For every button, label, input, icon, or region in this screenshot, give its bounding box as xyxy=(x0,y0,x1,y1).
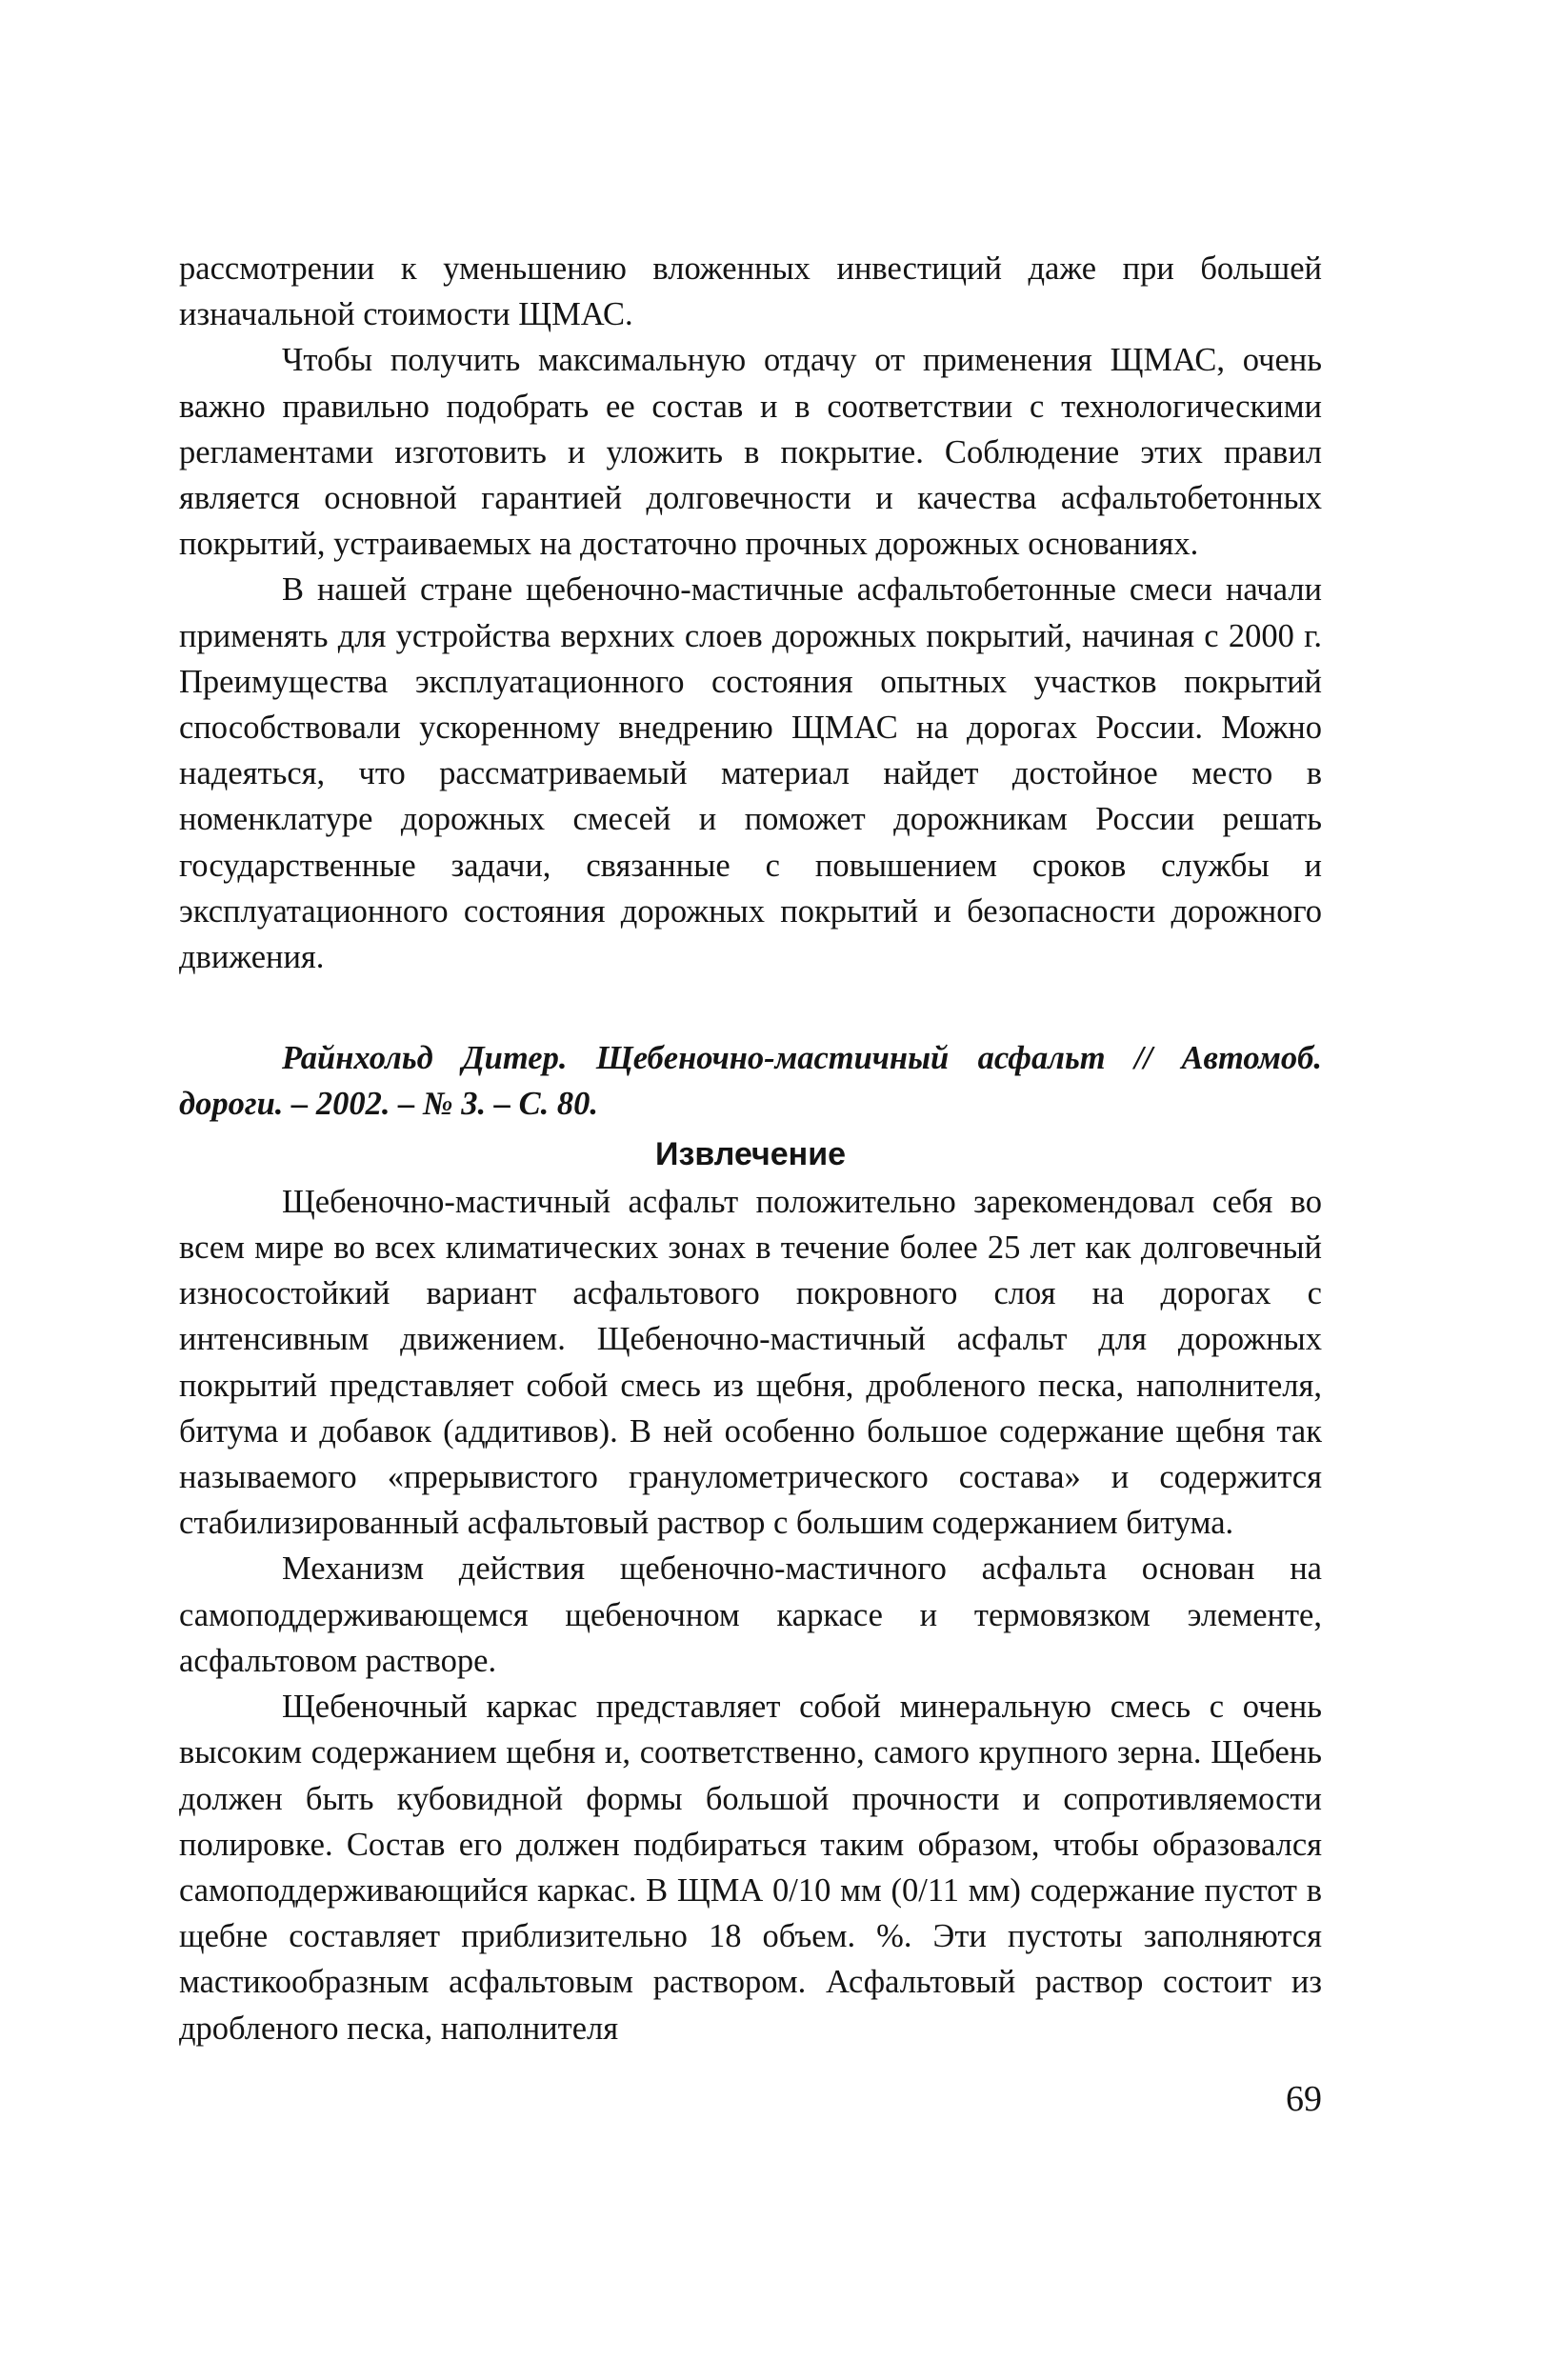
page-body xyxy=(179,246,1322,2051)
paragraph-extract-intro: Щебеночно-мастичный асфальт положительно зарекомендовал себя во всем мире во всех климатических зонах в течение более 25 лет как долговечный износостойкий вариант асфальтового покровного слоя на дорогах с интенсивным движением. Щебеночно-мастичный асфальт для дорожных покрытий представляет собой смесь из щебня, дробленого песка, наполнителя, битума и добавок (аддитивов). В ней особенно большое содержание щебня так называемого «прерывистого гранулометрического состава» и содержится стабилизированный асфальтовый раствор с большим содержанием битума. xyxy=(179,1183,1322,1542)
section-heading: Извлечение xyxy=(655,1135,846,1172)
paragraph-continuation: рассмотрении к уменьшению вложенных инвестиций даже при большей изначальной стоимости ЩМАС. xyxy=(179,250,1322,333)
citation-reference: Райнхольд Дитер. Щебеночно-мастичный асфальт // Автомоб. дороги. – 2002. – № 3. – С. 80. xyxy=(179,1040,1322,1123)
paragraph-extract-mechanism: Механизм действия щебеночно-мастичного асфальта основан на самоподдерживающемся щебеночном каркасе и термовязком элементе, асфальтовом растворе. xyxy=(179,1550,1322,1679)
paragraph-extract-skeleton: Щебеночный каркас представляет собой минеральную смесь с очень высоким содержанием щебня и, соответственно, самого крупного зерна. Щебень должен быть кубовидной формы большой прочности и сопротивляемости полировке. Состав его должен подбираться таким образом, чтобы образовался самоподдерживающийся каркас. В ЩМА 0/10 мм (0/11 мм) содержание пустот в щебне составляет приблизительно 18 объем. %. Эти пустоты заполняются мастикообразным асфальтовым раствором. Асфальтовый раствор состоит из дробленого песка, наполнителя xyxy=(179,1689,1322,2047)
paragraph-shmas-selection: Чтобы получить максимальную отдачу от применения ЩМАС, очень важно правильно подобрать ее состав и в соответствии с технологическими регламентами изготовить и уложить в покрытие. Соблюдение этих правил является основной гарантией долговечности и качества асфальтобетонных покрытий, устраиваемых на достаточно прочных дорожных основаниях. xyxy=(179,342,1322,563)
page-number: 69 xyxy=(1286,2079,1322,2119)
paragraph-shmas-russia: В нашей стране щебеночно-мастичные асфальтобетонные смеси начали применять для устройства верхних слоев дорожных покрытий, начиная с 2000 г. Преимущества эксплуатационного состояния опытных участков покрытий способствовали ускоренному внедрению ЩМАС на дорогах России. Можно надеяться, что рассматриваемый материал найдет достойное место в номенклатуре дорожных смесей и поможет дорожникам России решать государственные задачи, связанные с повышением сроков службы и эксплуатационного состояния дорожных покрытий и безопасности дорожного движения. xyxy=(179,571,1322,976)
